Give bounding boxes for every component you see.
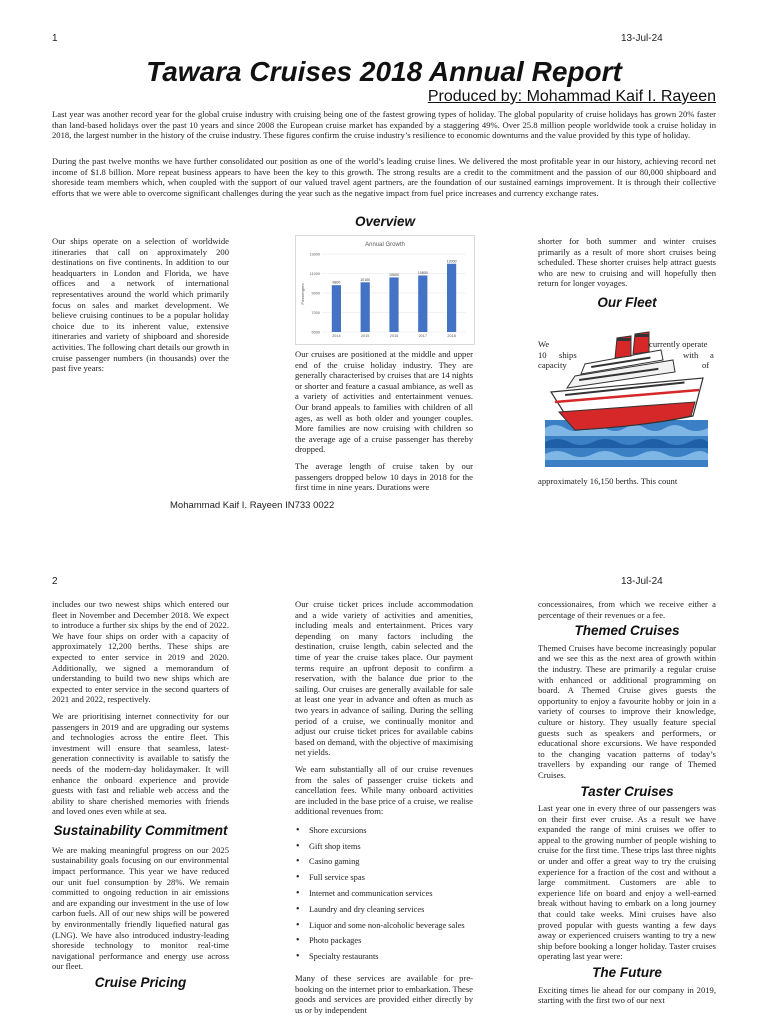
overview-heading: Overview bbox=[354, 214, 416, 229]
positioning-text: Our cruises are positioned at the middle and upper end of the cruise holiday industry. They are generally characterised by cruises that are 14 nights or shorter and feature a casual ambiance, as well as a variety of activities and entertainment venues. Our brand appeals to families with children of all ages, as well as both older and younger couples. More families are now cruising with children so the average age of a cruise passenger has thereby dropped. bbox=[295, 349, 473, 455]
list-item: • Shore excursions bbox=[309, 823, 473, 839]
services-list bbox=[295, 823, 473, 965]
chart-data-label: 9800 bbox=[332, 280, 341, 285]
fleet-word: We bbox=[538, 339, 550, 349]
chart-bar bbox=[389, 277, 398, 332]
themed-cruises-heading: Themed Cruises bbox=[574, 623, 680, 639]
list-item: • Casino gaming bbox=[309, 854, 473, 870]
fleet-word: a bbox=[710, 350, 714, 360]
fleet-word: with bbox=[683, 350, 699, 360]
concessionaires-text: concessionaires, from which we receive either a percentage of their revenues or a fee. bbox=[538, 599, 716, 620]
chart-ytick-label: 7000 bbox=[311, 311, 320, 315]
annual-growth-chart bbox=[295, 235, 475, 345]
chart-title: Annual Growth bbox=[365, 242, 405, 248]
sustainability-heading: Sustainability Commitment bbox=[53, 822, 228, 838]
fleet-word: ships bbox=[559, 350, 577, 360]
page-date: 13-Jul-24 bbox=[621, 33, 663, 44]
chart-ytick-label: 5000 bbox=[311, 330, 320, 335]
shorter-cruises-text: shorter for both summer and winter cruises primarily as a result of more short cruises being scheduled. These shorter cruises help attract guests who are new to cruising and will hopefully then return for longer voyages. bbox=[538, 236, 716, 289]
list-item: • Internet and communication services bbox=[309, 886, 473, 902]
pricing-heading: Cruise Pricing bbox=[94, 975, 187, 990]
chart-ytick-label: 9000 bbox=[311, 291, 320, 296]
list-item: • Gift shop items bbox=[309, 839, 473, 855]
page2-column-3 bbox=[538, 599, 716, 1012]
chart-bar bbox=[447, 264, 456, 332]
fleet-word: 10 bbox=[538, 350, 547, 360]
page-number: 1 bbox=[52, 33, 58, 44]
document-title: Tawara Cruises 2018 Annual Report bbox=[146, 56, 622, 87]
list-item: • Laundry and dry cleaning services bbox=[309, 902, 473, 918]
chart-xtick-label: 2015 bbox=[360, 334, 370, 338]
services-booking-text: Many of these services are available for pre-booking on the internet prior to embarkation. These goods and services are provided either directly by us or by independent bbox=[295, 973, 473, 1015]
chart-xtick-label: 2014 bbox=[332, 334, 341, 338]
future-text: Exciting times lie ahead for our company in 2019, starting with the first two of our next bbox=[538, 984, 716, 1006]
fleet-word: capacity bbox=[538, 360, 567, 370]
overview-column-2 bbox=[295, 349, 473, 499]
overview-text: Our ships operate on a selection of worldwide itineraries that call on approximately 200 destinations on five continents. In addition to our headquarters in London and Florida, we have offices and a network of international representatives around the world which primarily focus on sales and market development. We believe cruising continues to be a popular holiday choice due to its inherent value, extensive itineraries and variety of shipboard and shoreside activities. The following chart details our growth in cruise passenger numbers (in thousands) over the past five years: bbox=[52, 236, 229, 374]
chart-xtick-label: 2016 bbox=[389, 334, 399, 338]
themed-cruises-text: Themed Cruises have become increasingly popular and we see this as the next area of growth within the industry. These are primarily a regular cruise with enhanced or additional programming on board. A Themed Cruise gives guests the opportunity to enjoy a favourite hobby or join in a variety of courses to improve their knowledge, culture or history. They usually feature special guests such as speakers and performers, or educational shore excursions. We have responded to the changing vacation patterns of today’s travellers by expanding our range of Themed Cruises. bbox=[538, 642, 716, 780]
sustainability-text: We are making meaningful progress on our 2025 sustainability goals focusing on our environmental impact performance. This year we have reduced our unit fuel consumption by 28%. We remain committed to ongoing reduction in air emissions and are expanding our investment in the use of low carbon fuels. All of our new ships will be powered by environmentally friendly liquefied natural gas (LNG). We have also introduced industry-leading shoreside technology to monitor real-time navigational performance and energy use across our fleet. bbox=[52, 844, 229, 972]
chart-ylabel: Passengers bbox=[300, 283, 305, 305]
list-item: • Liquor and some non-alcoholic beverage sales bbox=[309, 918, 473, 934]
intro-paragraph-2: During the past twelve months we have further consolidated our position as one of the world’s leading cruise lines. We delivered the most profitable year in our history, achieving record net income of $1.8 billion. More repeat business appears to have been the key to this growth. The strong results are a credit to the commitment and the passion of our 80,000 shipboard and shoreside team members which, when coupled with the support of our valued travel agent partners, are the foundation of our sustained earnings improvement. It is through their collective efforts that we were able to overcome significant challenges during the year such as the negative impact from fuel price increases and currency exchange rates. bbox=[52, 156, 716, 198]
pricing-text: Our cruise ticket prices include accommodation and a wide variety of activities and amenities, including meals and entertainment. Prices vary depending on many factors including the destination, cruise length, cabin selected and the time of year the cruise takes place. Our payment terms require an upfront deposit to confirm a reservation, with the balance due prior to the sailing. Our cruises are generally available for sale at least one year in advance and often as much as two years in advance of sailing. During the selling period of a cruise, we continually monitor and adjust our cruise ticket prices for available cabins based on demand, with the objective of maximising net yields. bbox=[295, 599, 473, 758]
chart-bar bbox=[332, 285, 341, 332]
overview-column-3 bbox=[538, 236, 716, 295]
chart-data-label: 12000 bbox=[446, 259, 457, 264]
page-date: 13-Jul-24 bbox=[621, 576, 663, 587]
chart-data-label: 10100 bbox=[360, 277, 371, 282]
taster-cruises-heading: Taster Cruises bbox=[580, 783, 674, 799]
revenue-text: We earn substantially all of our cruise revenues from the sales of passenger cruise tickets and cancellation fees. While many onboard activities are included in the base price of a cruise, we realise additional revenues from: bbox=[295, 763, 473, 817]
intro-paragraph-1: Last year was another record year for the global cruise industry with cruising being one of the fastest growing types of holiday. The global popularity of cruise holidays has grown 20% faster than land-based holidays over the past 10 years and since 2008 the European cruise market has expanded by a staggering 49%. Over 25.8 million people worldwide took a cruise holiday in 2018, the largest number in the history of the cruise industry. These figures confirm the cruise industry’s resilience to economic downturns and the value provided by this type of holiday. bbox=[52, 109, 716, 141]
fleet-text-continued: approximately 16,150 berths. This count bbox=[538, 476, 678, 486]
page2-column-1 bbox=[52, 599, 229, 989]
page-footer: Mohammad Kaif I. Rayeen IN733 0022 bbox=[170, 500, 335, 511]
fleet-word: currently operate bbox=[649, 339, 708, 349]
chart-bar bbox=[418, 275, 427, 332]
page-number: 2 bbox=[52, 576, 58, 587]
future-heading: The Future bbox=[592, 965, 662, 980]
chart-data-label: 10800 bbox=[417, 270, 428, 275]
chart-xtick-label: 2018 bbox=[447, 334, 456, 338]
cruise-ship-illustration bbox=[545, 330, 708, 467]
connectivity-text: We are prioritising internet connectivity for our passengers in 2019 and are upgrading our systems and technologies across the entire fleet. This investment will ensure that seamless, latest-generation connectivity is available to satisfy the needs of the modern-day holidaymaker. It will enhance the onboard experience and provide guests with fast and reliable web access and the ability to share cherished memories with friends and loved ones even while at sea. bbox=[52, 710, 229, 817]
byline: Produced by: Mohammad Kaif I. Rayeen bbox=[427, 88, 716, 105]
fleet-expansion-text: includes our two newest ships which entered our fleet in November and December 2018. We expect to introduce a further six ships by the end of 2022. We have four ships on order with a capacity of approximately 12,200 berths. These ships are expected to enter service in 2019 and 2020. Additionally, we signed a memorandum of understanding to build two new ships which are expected to enter service in the second quarters of 2021 and 2022, respectively. bbox=[52, 599, 229, 705]
cruise-length-text: The average length of cruise taken by our passengers dropped below 10 days in 2018 for the first time in nine years. Durations were bbox=[295, 460, 473, 493]
chart-ytick-label: 13000 bbox=[309, 252, 320, 257]
chart-svg bbox=[296, 236, 474, 344]
chart-data-label: 10600 bbox=[389, 272, 399, 277]
taster-cruises-text: Last year one in every three of our passengers was on their first ever cruise. As a result we have expanded the range of mini cruises we offer to appeal to the growing number of people wishing to cruise for the first time. These trips last three nights or under and offer a great way to try the cruising experience for a fraction of the cost and without a large commitment. Customers are able to experience life on board and enjoy a well-earned break without having to embark on a long journey that could take weeks. Mini cruises have also proved popular with guests wanting a few days away or experienced cruisers wanting to try a new ship before booking a longer holiday. Taster cruises operating last year were: bbox=[538, 803, 716, 962]
chart-ytick-label: 11000 bbox=[309, 272, 320, 276]
fleet-word: of bbox=[702, 360, 710, 370]
overview-column-1 bbox=[52, 236, 229, 380]
chart-xtick-label: 2017 bbox=[418, 334, 428, 338]
list-item: • Full service spas bbox=[309, 870, 473, 886]
list-item: • Specialty restaurants bbox=[309, 949, 473, 965]
page2-column-2 bbox=[295, 599, 473, 1021]
list-item: • Photo packages bbox=[309, 933, 473, 949]
chart-bar bbox=[361, 282, 370, 332]
fleet-heading: Our Fleet bbox=[597, 295, 657, 310]
